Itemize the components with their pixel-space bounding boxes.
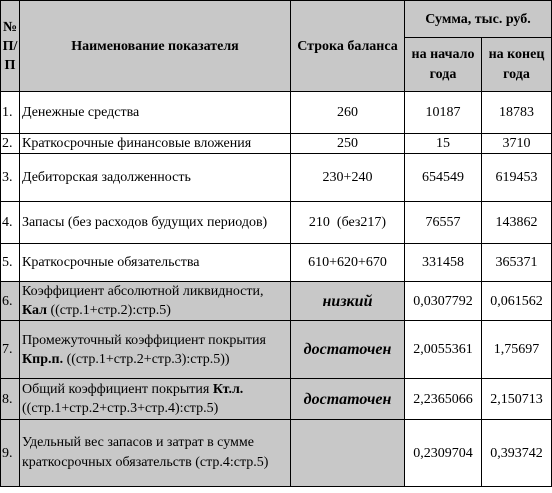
ratio-symbol: Кпр.п. bbox=[22, 351, 64, 367]
ratio-symbol: Кт.л. bbox=[212, 382, 244, 397]
ratio-symbol: Кал bbox=[22, 303, 47, 318]
row-num: 8. bbox=[1, 379, 20, 420]
row-start: 2,2365066 bbox=[405, 379, 482, 420]
row-end: 3710 bbox=[482, 134, 552, 154]
header-row bbox=[1, 1, 552, 38]
row-name: Запасы (без расходов будущих периодов) bbox=[20, 202, 291, 244]
header-line: Строка баланса bbox=[291, 1, 405, 92]
row-start: 2,0055361 bbox=[405, 321, 482, 379]
row-num: 7. bbox=[1, 321, 20, 379]
row-name: Краткосрочные финансовые вложения bbox=[20, 134, 291, 154]
row-end: 1,75697 bbox=[482, 321, 552, 379]
table-row bbox=[1, 321, 552, 379]
row-name: Общий коэффициент покрытия Кт.л.((стр.1+стр.2+стр.3+стр.4):стр.5) bbox=[20, 379, 291, 420]
row-end: 143862 bbox=[482, 202, 552, 244]
row-line: 250 bbox=[291, 134, 405, 154]
table-row bbox=[1, 379, 552, 420]
row-start: 10187 bbox=[405, 92, 482, 134]
table-row bbox=[1, 134, 552, 154]
table-row bbox=[1, 420, 552, 487]
row-num: 2. bbox=[1, 134, 20, 154]
row-num: 4. bbox=[1, 202, 20, 244]
row-name: Денежные средства bbox=[20, 92, 291, 134]
table-row bbox=[1, 282, 552, 321]
row-verdict bbox=[291, 420, 405, 487]
row-name: Удельный вес запасов и затрат в сумме краткосрочных обязательств (стр.4:стр.5) bbox=[20, 420, 291, 487]
row-verdict: достаточен bbox=[291, 321, 405, 379]
row-num: 9. bbox=[1, 420, 20, 487]
header-sum: Сумма, тыс. руб. bbox=[405, 1, 552, 38]
row-start: 331458 bbox=[405, 244, 482, 282]
row-start: 76557 bbox=[405, 202, 482, 244]
row-num: 1. bbox=[1, 92, 20, 134]
row-name: Промежуточный коэффициент покрытия Кпр.п. ((стр.1+стр.2+стр.3):стр.5)) bbox=[20, 321, 291, 379]
row-verdict: низкий bbox=[291, 282, 405, 321]
row-start: 15 bbox=[405, 134, 482, 154]
header-start: на начало года bbox=[405, 38, 482, 92]
row-num: 3. bbox=[1, 154, 20, 202]
row-name: Дебиторская задолженность bbox=[20, 154, 291, 202]
row-name: Коэффициент абсолютной ликвидности, Кал ((стр.1+стр.2):стр.5) bbox=[20, 282, 291, 321]
table-row bbox=[1, 244, 552, 282]
row-end: 2,150713 bbox=[482, 379, 552, 420]
row-start: 0,2309704 bbox=[405, 420, 482, 487]
row-start: 0,0307792 bbox=[405, 282, 482, 321]
row-verdict: достаточен bbox=[291, 379, 405, 420]
row-end: 0,061562 bbox=[482, 282, 552, 321]
row-num: 5. bbox=[1, 244, 20, 282]
row-line: 260 bbox=[291, 92, 405, 134]
table-row bbox=[1, 92, 552, 134]
header-num: № П/ П bbox=[1, 1, 20, 92]
row-end: 18783 bbox=[482, 92, 552, 134]
row-line: 230+240 bbox=[291, 154, 405, 202]
table-row bbox=[1, 154, 552, 202]
row-end: 0,393742 bbox=[482, 420, 552, 487]
row-num: 6. bbox=[1, 282, 20, 321]
header-name: Наименование показателя bbox=[20, 1, 291, 92]
header-end: на конец года bbox=[482, 38, 552, 92]
row-end: 619453 bbox=[482, 154, 552, 202]
row-start: 654549 bbox=[405, 154, 482, 202]
row-line: 210 (без217) bbox=[291, 202, 405, 244]
row-line: 610+620+670 bbox=[291, 244, 405, 282]
row-end: 365371 bbox=[482, 244, 552, 282]
table-row bbox=[1, 202, 552, 244]
row-name: Краткосрочные обязательства bbox=[20, 244, 291, 282]
